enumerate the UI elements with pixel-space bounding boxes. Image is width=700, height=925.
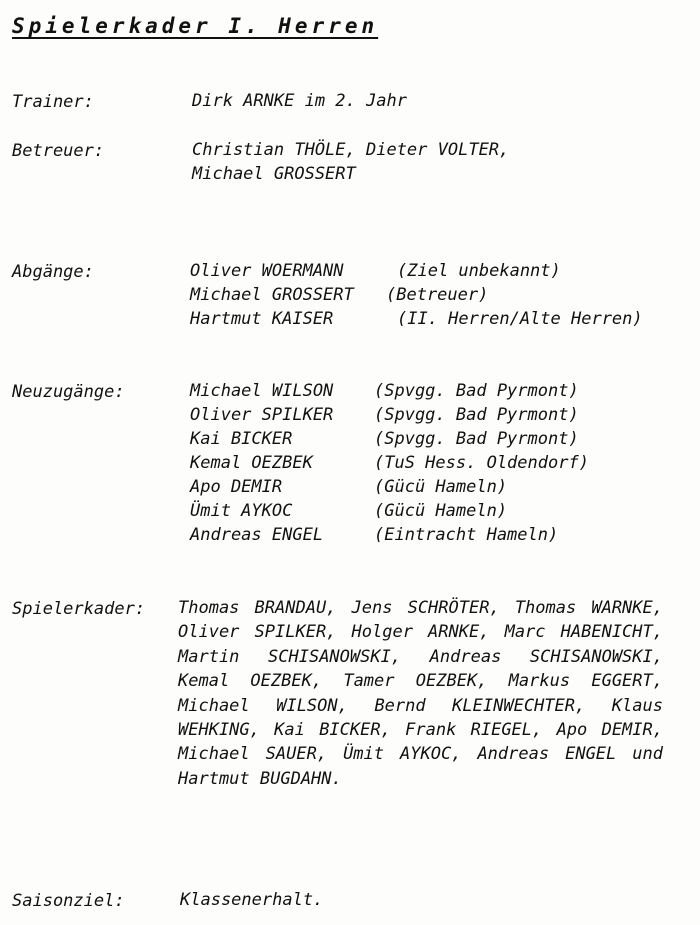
list-item	[190, 523, 589, 547]
player-name: Michael WILSON	[190, 381, 334, 401]
neuzugaenge-label: Neuzugänge:	[12, 382, 125, 402]
player-destination: (II. Herren/Alte Herren)	[397, 309, 643, 329]
player-name: Kai BICKER	[190, 429, 293, 449]
player-name: Michael GROSSERT	[190, 285, 354, 305]
list-item	[190, 403, 589, 427]
page-title: Spielerkader I. Herren	[12, 14, 379, 38]
player-origin: (Spvgg. Bad Pyrmont)	[374, 405, 579, 425]
player-origin: (Spvgg. Bad Pyrmont)	[374, 429, 579, 449]
list-item	[190, 259, 643, 283]
list-item	[190, 499, 589, 523]
betreuer-label: Betreuer:	[12, 141, 105, 161]
player-destination: (Betreuer)	[386, 285, 489, 305]
player-name: Kemal OEZBEK	[190, 453, 313, 473]
list-item	[190, 451, 589, 475]
player-destination: (Ziel unbekannt)	[397, 261, 561, 281]
betreuer-values	[192, 138, 509, 186]
betreuer-line: Christian THÖLE, Dieter VOLTER,	[192, 140, 510, 160]
player-origin: (Eintracht Hameln)	[374, 525, 559, 545]
spielerkader-text: Thomas BRANDAU, Jens SCHRÖTER, Thomas WARNKE, Oliver SPILKER, Holger ARNKE, Marc HABENICHT, Martin SCHISANOWSKI, Andreas SCHISANOWSKI, Kemal OEZBEK, Tamer OEZBEK, Markus EGGERT, Michael WILSON, Bernd KLEINWECHTER, Klaus WEHKING, Kai BICKER, Frank RIEGEL, Apo DEMIR, Michael SAUER, Ümit AYKOC, Andreas ENGEL und Hartmut BUGDAHN.	[178, 598, 663, 789]
player-name: Hartmut KAISER	[190, 309, 334, 329]
player-origin: (Gücü Hameln)	[374, 477, 508, 497]
trainer-label: Trainer:	[12, 92, 94, 112]
list-item	[190, 379, 589, 403]
player-name: Oliver WOERMANN	[190, 261, 344, 281]
neuzugaenge-list	[190, 379, 589, 547]
abgaenge-list	[190, 259, 643, 331]
list-item	[190, 475, 589, 499]
saisonziel-label: Saisonziel:	[12, 891, 125, 911]
player-origin: (TuS Hess. Oldendorf)	[374, 453, 589, 473]
saisonziel-value: Klassenerhalt.	[180, 890, 324, 910]
betreuer-line: Michael GROSSERT	[192, 164, 356, 184]
player-name: Andreas ENGEL	[190, 525, 324, 545]
player-origin: (Spvgg. Bad Pyrmont)	[374, 381, 579, 401]
list-item	[190, 307, 643, 331]
list-item	[190, 427, 589, 451]
trainer-value: Dirk ARNKE im 2. Jahr	[192, 91, 407, 111]
spielerkader-label: Spielerkader:	[12, 599, 146, 619]
player-name: Ümit AYKOC	[190, 501, 293, 521]
abgaenge-label: Abgänge:	[12, 262, 94, 282]
list-item	[190, 283, 643, 307]
player-name: Oliver SPILKER	[190, 405, 334, 425]
player-name: Apo DEMIR	[190, 477, 283, 497]
player-origin: (Gücü Hameln)	[374, 501, 508, 521]
